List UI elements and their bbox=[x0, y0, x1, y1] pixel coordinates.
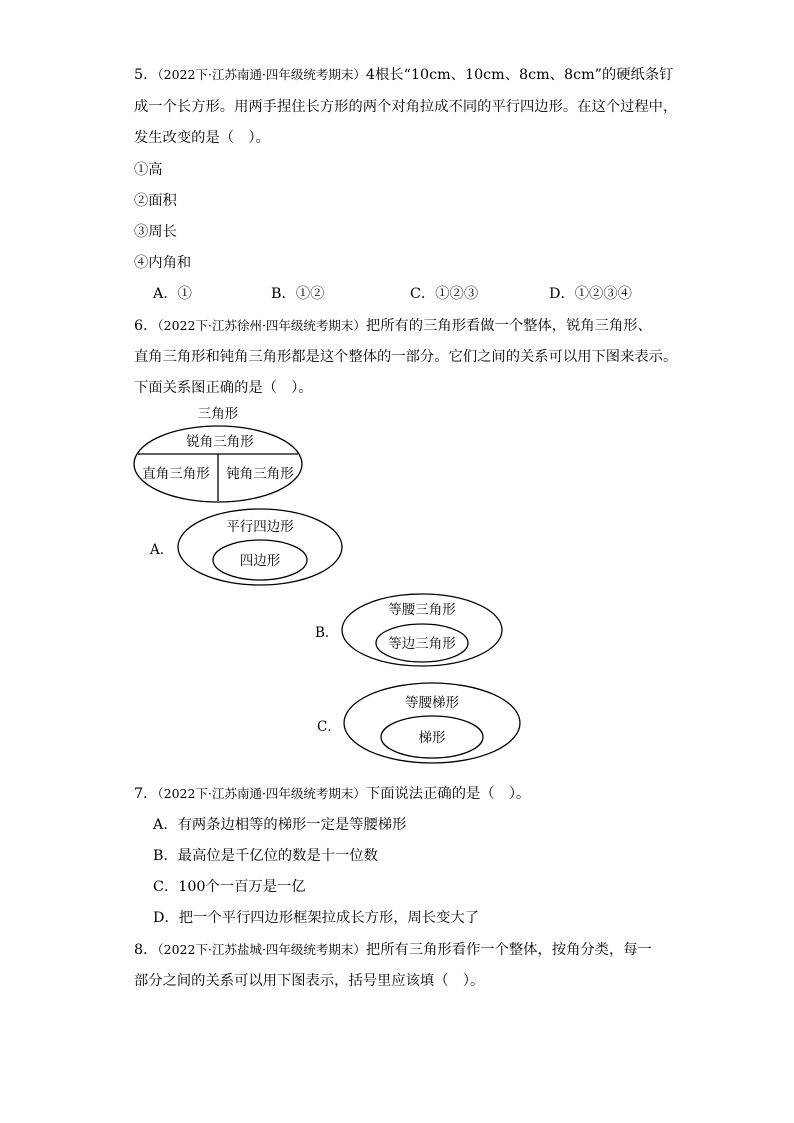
q5-item-1: ①高 bbox=[134, 162, 163, 178]
q5-option-a-letter: A． bbox=[153, 286, 178, 302]
q5-option-d-text: ①②③④ bbox=[574, 286, 632, 302]
option-c-diagram[interactable] bbox=[317, 683, 520, 763]
q5-number: 5． bbox=[134, 67, 158, 83]
option-b-letter: B． bbox=[315, 625, 339, 641]
option-c-letter: C． bbox=[317, 719, 341, 735]
right-triangle-label: 直角三角形 bbox=[142, 466, 210, 482]
q6-number: 6． bbox=[134, 318, 158, 334]
q5-item-2: ②面积 bbox=[134, 193, 177, 209]
q8-number: 8． bbox=[134, 942, 158, 958]
option-c-outer-label: 等腰梯形 bbox=[405, 695, 459, 711]
q7-source: （2022下·江苏南通·四年级统考期末） bbox=[157, 786, 366, 801]
q5-item-4: ④内角和 bbox=[134, 255, 192, 271]
q7-option-a[interactable]: A．有两条边相等的梯形一定是等腰梯形 bbox=[153, 817, 407, 833]
q7-number: 7． bbox=[134, 786, 158, 802]
q6-stem-part1: 把所有的三角形看做一个整体，锐角三角形、 bbox=[365, 318, 652, 334]
q8-stem-part1: 把所有三角形看作一个整体，按角分类，每一 bbox=[365, 942, 652, 958]
q5-option-a-text: ① bbox=[177, 286, 192, 302]
option-b-inner-label: 等边三角形 bbox=[388, 636, 456, 652]
q5-source: （2022下·江苏南通·四年级统考期末） bbox=[157, 67, 366, 82]
q7-option-c[interactable]: C．100个一百万是一亿 bbox=[153, 879, 306, 895]
option-b-outer-label: 等腰三角形 bbox=[388, 602, 456, 618]
q5-option-b-letter: B． bbox=[271, 286, 296, 302]
option-b-diagram[interactable] bbox=[315, 594, 502, 666]
q5-stem-part1: 4根长“10cm、10cm、8cm、8cm”的硬纸条钉 bbox=[365, 67, 674, 83]
q5-option-b-text: ①② bbox=[295, 286, 325, 302]
q6-source: （2022下·江苏徐州·四年级统考期末） bbox=[157, 318, 366, 333]
triangle-classification-diagram bbox=[134, 406, 302, 502]
q8-source: （2022下·江苏盐城·四年级统考期末） bbox=[157, 942, 366, 957]
option-a-inner-label: 四边形 bbox=[239, 553, 281, 569]
q7-option-b[interactable]: B．最高位是千亿位的数是十一位数 bbox=[153, 848, 378, 864]
option-a-outer-label: 平行四边形 bbox=[226, 519, 294, 535]
q7-stem: 下面说法正确的是（ ）。 bbox=[365, 786, 531, 802]
q7-line-1 bbox=[134, 785, 530, 803]
q5-option-c-letter: C． bbox=[410, 286, 436, 302]
q5-line-2: 成一个长方形。用两手捏住长方形的两个对角拉成不同的平行四边形。在这个过程中， bbox=[134, 99, 678, 115]
option-c-inner-label: 梯形 bbox=[418, 730, 446, 746]
acute-triangle-label: 锐角三角形 bbox=[186, 434, 254, 450]
triangle-diagram-title: 三角形 bbox=[197, 406, 239, 422]
obtuse-triangle-label: 钝角三角形 bbox=[226, 466, 294, 482]
q5-line-3: 发生改变的是（ ）。 bbox=[134, 130, 270, 146]
q8-line-2: 部分之间的关系可以用下图表示，括号里应该填（ ）。 bbox=[134, 973, 485, 989]
q6-line-3: 下面关系图正确的是（ ）。 bbox=[134, 380, 313, 396]
q8-line-1 bbox=[134, 941, 652, 959]
q5-option-c-text: ①②③ bbox=[435, 286, 479, 302]
q5-option-d-letter: D． bbox=[549, 286, 575, 302]
option-a-diagram[interactable] bbox=[149, 509, 342, 585]
q7-option-d[interactable]: D．把一个平行四边形框架拉成长方形，周长变大了 bbox=[153, 910, 479, 926]
option-a-letter: A． bbox=[150, 542, 174, 558]
q5-item-3: ③周长 bbox=[134, 224, 177, 240]
q6-line-2: 直角三角形和钝角三角形都是这个整体的一部分。它们之间的关系可以用下图来表示。 bbox=[134, 349, 678, 365]
